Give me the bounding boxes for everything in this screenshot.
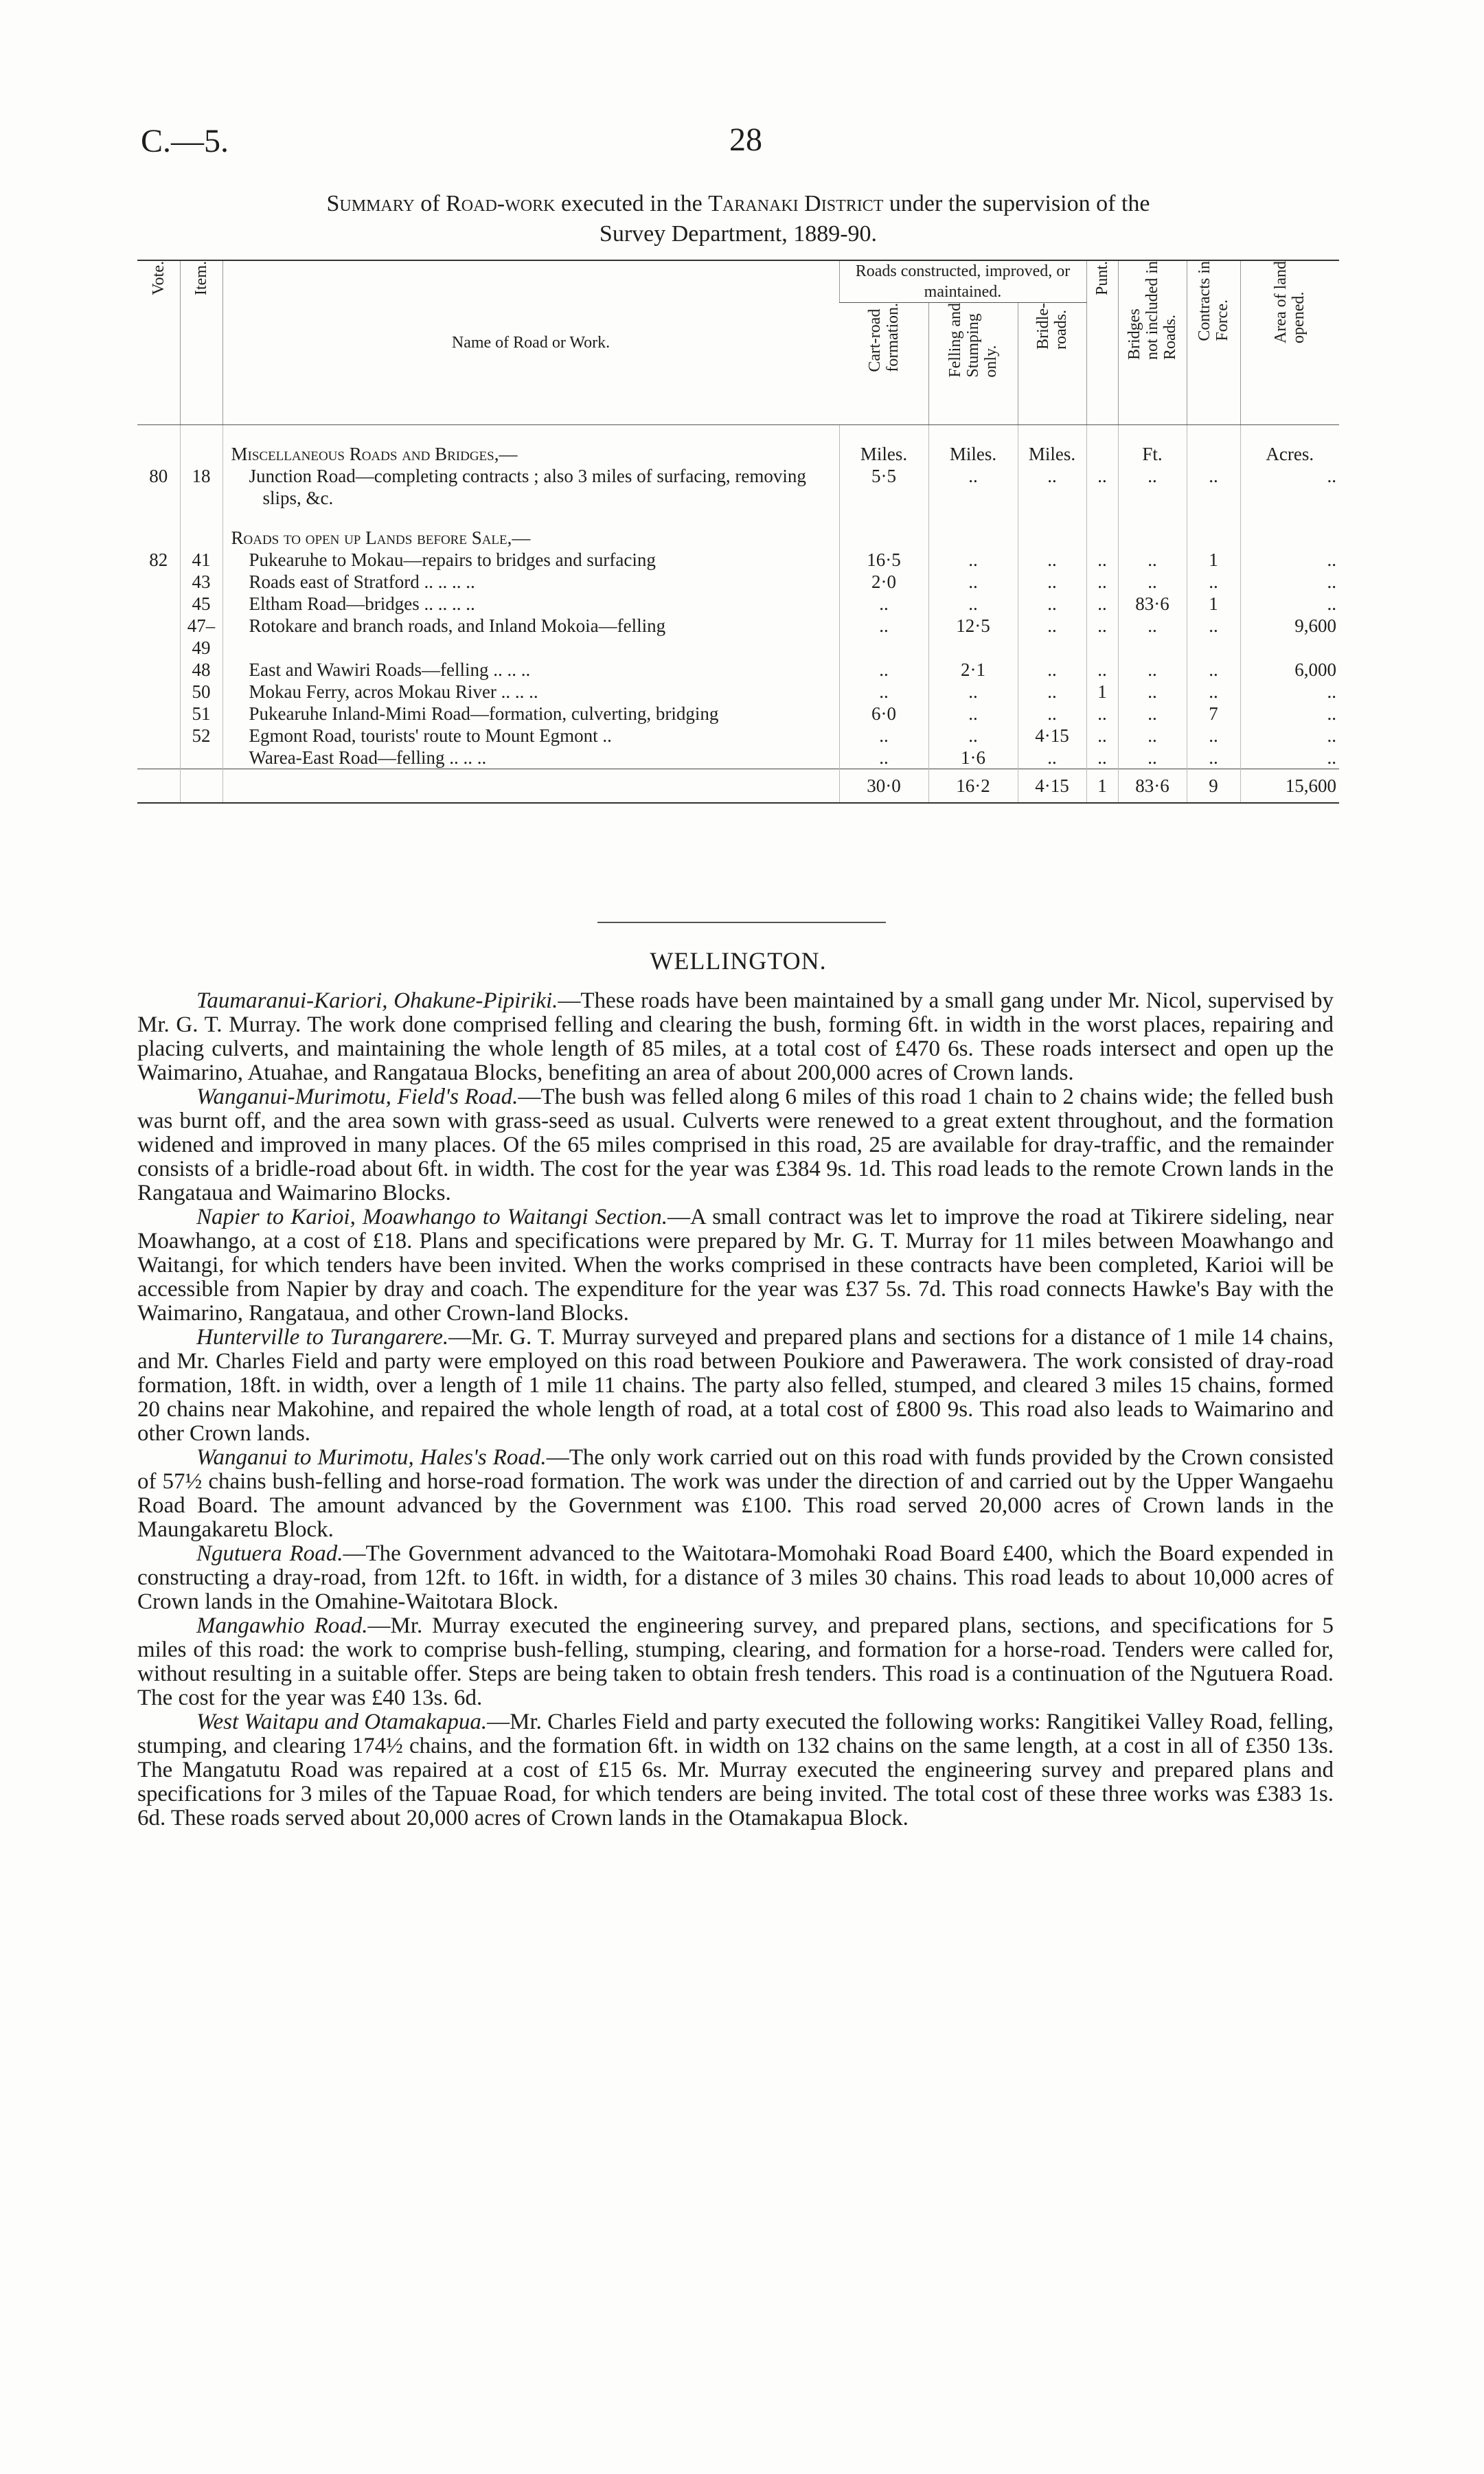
paragraph-lead: Napier to Karioi, Moawhango to Waitangi Section. [196,1205,668,1229]
header-roads-group: Roads constructed, improved, or maintained. [839,260,1086,303]
report-paragraph [137,1085,1334,1205]
table-section-heading [137,443,1339,465]
area-cell: 9,600 [1240,615,1339,659]
area-cell: .. [1240,725,1339,747]
table-row [137,725,1339,747]
area-cell: .. [1240,593,1339,615]
bridle-cell: .. [1018,465,1086,509]
report-paragraph [137,1326,1334,1446]
felling-cell: .. [928,703,1018,725]
felling-cell: .. [928,465,1018,509]
paragraph-text: —Mr. G. T. Murray surveyed and prepared plans and sections for a distance of 1 mile 14 chains, and Mr. Charles Field and party were employed on this road between Poukiore and Pawerawera. The work consisted of dray-road formation, 18ft. in width, over a length of 1 mile 11 chains. The party also felled, stumped, and cleared 3 miles 15 chains, formed 20 chains near Makohine, and repaired the whole length of road, at a total cost of £800 9s. This road also leads to Waimarino and other Crown lands. [137,1325,1334,1446]
unit-label: Miles. [1018,443,1086,465]
cart-cell: 6·0 [839,703,928,725]
contracts-cell: .. [1187,659,1240,681]
cart-cell: .. [839,593,928,615]
paragraph-text: —These roads have been maintained by a small gang under Mr. Nicol, supervised by Mr. G. T. Murray. The work done comprised felling and clearing the bush, forming 6ft. in width in the worst places, repairing and placing culverts, and maintaining the whole length of 85 miles, at a total cost of £470 6s. These roads intersect and open up the Waimarino, Atuahae, and Rangataua Blocks, benefiting an area of about 200,000 acres of Crown lands. [137,988,1334,1085]
item-cell: 43 [180,571,222,593]
table-row [137,549,1339,571]
area-cell: .. [1240,571,1339,593]
item-cell: 45 [180,593,222,615]
road-name-cell: Warea-East Road—felling .. .. .. [222,747,839,769]
header-item: Item. [180,260,222,425]
paragraph-text: —Mr. Murray executed the engineering survey, and prepared plans, sections, and specifications for 5 miles of this road: the work to comprise bush-felling, stumping, clearing, and formation for a horse-road. Tenders were called for, without resulting in a suitable offer. Steps are being taken to obtain fresh tenders. This road is a continuation of the Ngutuera Road. The cost for the year was £40 13s. 6d. [137,1613,1334,1710]
bridle-cell: .. [1018,593,1086,615]
summary-title [141,189,1336,249]
vote-cell [137,725,180,747]
punt-cell: .. [1086,615,1118,659]
cart-cell: .. [839,725,928,747]
road-name-cell: Roads east of Stratford .. .. .. .. [222,571,839,593]
header-punt: Punt. [1086,260,1118,425]
cart-cell: 2·0 [839,571,928,593]
contracts-cell: 7 [1187,703,1240,725]
felling-cell: .. [928,549,1018,571]
paragraph-text: —The Government advanced to the Waitotara-Momohaki Road Board £400, which the Board expended in constructing a dray-road, from 12ft. to 16ft. in width, for a distance of 3 miles 30 chains. This road leads to about 10,000 acres of Crown lands in the Omahine-Waitotara Block. [137,1541,1334,1614]
item-cell [180,747,222,769]
table-spacer-row [137,425,1339,444]
vote-cell [137,659,180,681]
punt-cell: .. [1086,747,1118,769]
paragraph-lead: Wanganui-Murimotu, Field's Road. [196,1085,518,1109]
table-section-heading [137,527,1339,549]
title-district: Taranaki District [708,191,884,216]
header-felling: Felling and Stumping only. [928,303,1018,425]
road-name-cell: Egmont Road, tourists' route to Mount Egmont .. [222,725,839,747]
contracts-cell: .. [1187,571,1240,593]
bridges-cell: .. [1118,615,1187,659]
header-bridges: Bridges not included in Roads. [1118,260,1187,425]
table-spacer-row [137,509,1339,527]
cart-cell: .. [839,615,928,659]
cart-cell: 5·5 [839,465,928,509]
paragraph-lead: Wanganui to Murimotu, Hales's Road. [196,1445,547,1470]
paragraph-lead: Taumaranui-Kariori, Ohakune-Pipiriki. [196,988,558,1013]
total-felling-cell: 16·2 [928,769,1018,804]
header-contracts: Contracts in Force. [1187,260,1240,425]
document-reference: C.—5. [141,123,229,159]
vote-cell [137,571,180,593]
table-row [137,747,1339,769]
paragraph-lead: Ngutuera Road. [196,1541,343,1566]
header-bridle: Bridle- roads. [1018,303,1086,425]
section-title: WELLINGTON. [650,947,827,975]
vote-cell: 80 [149,466,168,486]
total-cart-cell: 30·0 [839,769,928,804]
report-paragraph [137,1710,1334,1830]
road-name-cell: East and Wawiri Roads—felling .. .. .. [222,659,839,681]
road-name-cell: Pukearuhe Inland-Mimi Road—formation, culverting, bridging [222,703,839,725]
contracts-cell: .. [1187,465,1240,509]
road-name-cell: Pukearuhe to Mokau—repairs to bridges and surfacing [222,549,839,571]
title-word: Road-work [446,191,556,216]
item-cell: 18 [180,465,222,509]
area-cell: .. [1240,549,1339,571]
punt-cell: .. [1086,593,1118,615]
paragraph-lead: Mangawhio Road. [196,1613,368,1638]
table-row [137,615,1339,659]
section-divider [597,922,886,923]
table-row [137,659,1339,681]
vote-cell: 82 [149,549,168,570]
total-area-cell: 15,600 [1240,769,1339,804]
paragraph-text: —A small contract was let to improve the road at Tikirere sideling, near Moawhango, at a cost of £18. Plans and specifications were prepared by Mr. G. T. Murray for 11 miles between Moawhango and Waitangi, for which tenders have been invited. When the works comprised in these contracts have been completed, Karioi will be accessible from Napier by dray and coach. The expenditure for the year was £37 5s. 7d. This road connects Hawke's Bay with the Waimarino, Rangataua, and other Crown-land Blocks. [137,1205,1334,1326]
punt-cell: .. [1086,465,1118,509]
total-bridges-cell: 83·6 [1118,769,1187,804]
felling-cell: 2·1 [928,659,1018,681]
title-word: of [420,191,440,216]
section-heading: Roads to open up Lands before Sale,— [222,527,839,549]
unit-label: Acres. [1240,443,1339,465]
header-vote: Vote. [137,260,180,425]
report-paragraph [137,1542,1334,1614]
bridges-cell: .. [1118,747,1187,769]
unit-label: Ft. [1118,443,1187,465]
table-row [137,593,1339,615]
page-number: 28 [729,122,762,158]
report-paragraph [137,1614,1334,1710]
unit-label: Miles. [928,443,1018,465]
felling-cell: .. [928,571,1018,593]
section-heading: Miscellaneous Roads and Bridges,— [222,443,839,465]
punt-cell: .. [1086,725,1118,747]
area-cell: 6,000 [1240,659,1339,681]
paragraph-lead: West Waitapu and Otamakapua. [196,1710,488,1734]
report-paragraph [137,989,1334,1085]
paragraph-text: —The bush was felled along 6 miles of this road 1 chain to 2 chains wide; the felled bush was burnt off, and the area sown with grass-seed as usual. Culverts were renewed to a great extent throughout, and the formation widened and improved in many places. Of the 65 miles comprised in this road, 25 are available for dray-traffic, and the remainder consists of a bridle-road about 6ft. in width. The cost for the year was £384 9s. 1d. This road leads to the remote Crown lands in the Rangataua and Waimarino Blocks. [137,1085,1334,1205]
table-row [137,571,1339,593]
table-row [137,465,1339,509]
area-cell: .. [1240,703,1339,725]
bridle-cell: .. [1018,703,1086,725]
unit-label: Miles. [839,443,928,465]
bridle-cell: .. [1018,615,1086,659]
bridle-cell: 4·15 [1018,725,1086,747]
item-cell: 41 [180,549,222,571]
bridges-cell: .. [1118,465,1187,509]
bridges-cell: .. [1118,681,1187,703]
bridle-cell: .. [1018,659,1086,681]
bridges-cell: .. [1118,725,1187,747]
table-row [137,703,1339,725]
total-bridle-cell: 4·15 [1018,769,1086,804]
bridle-cell: .. [1018,681,1086,703]
area-cell: .. [1240,681,1339,703]
felling-cell: 12·5 [928,615,1018,659]
totals-row [137,769,1339,804]
road-name-cell: Mokau Ferry, acros Mokau River .. .. .. [222,681,839,703]
punt-cell: .. [1086,571,1118,593]
bridges-cell: .. [1118,571,1187,593]
bridges-cell: .. [1118,549,1187,571]
road-name-cell: Junction Road—completing contracts ; also 3 miles of surfacing, removing slips, &c. [222,465,839,509]
contracts-cell: .. [1187,725,1240,747]
table-body [137,425,1339,804]
item-cell: 52 [180,725,222,747]
cart-cell: .. [839,681,928,703]
header-name: Name of Road or Work. [222,260,839,425]
cart-cell: 16·5 [839,549,928,571]
title-word: under the supervision of the [889,191,1150,216]
table-row [137,681,1339,703]
bridges-cell: .. [1118,703,1187,725]
cart-cell: .. [839,659,928,681]
report-body [137,989,1334,1830]
punt-cell: .. [1086,659,1118,681]
punt-cell: .. [1086,703,1118,725]
bridle-cell: .. [1018,571,1086,593]
paragraph-text: —Mr. Charles Field and party executed the following works: Rangitikei Valley Road, felling, stumping, and clearing 174½ chains, and the formation 6ft. in width on 132 chains on the same length, at a cost in all of £350 13s. The Mangatutu Road was repaired at a cost of £15 6s. Mr. Murray executed the engineering survey and prepared plans and specifications for 3 miles of the Tapuae Road, for which tenders are being invited. The total cost of these three works was £383 1s. 6d. These roads served about 20,000 acres of Crown lands in the Otamakapua Block. [137,1710,1334,1830]
contracts-cell: 1 [1187,549,1240,571]
title-line-2: Survey Department, 1889-90. [599,221,878,247]
report-paragraph [137,1446,1334,1542]
paragraph-lead: Hunterville to Turangarere. [196,1325,449,1350]
contracts-cell: .. [1187,747,1240,769]
header-cart-road: Cart-road formation. [839,303,928,425]
total-punt-cell: 1 [1086,769,1118,804]
road-work-summary-table [137,260,1339,804]
punt-cell: .. [1086,549,1118,571]
felling-cell: 1·6 [928,747,1018,769]
bridges-cell: .. [1118,659,1187,681]
bridle-cell: .. [1018,549,1086,571]
contracts-cell: .. [1187,681,1240,703]
title-word: Summary [326,191,415,216]
vote-cell [137,593,180,615]
bridle-cell: .. [1018,747,1086,769]
area-cell: .. [1240,465,1339,509]
total-contracts-cell: 9 [1187,769,1240,804]
felling-cell: .. [928,593,1018,615]
paragraph-text: —The only work carried out on this road with funds provided by the Crown consisted of 57½ chains bush-felling and horse-road formation. The work was under the direction of and carried out by the Upper Wangaehu Road Board. The amount advanced by the Government was £100. This road served 20,000 acres of Crown lands in the Maungakaretu Block. [137,1445,1334,1542]
contracts-cell: 1 [1187,593,1240,615]
area-cell: .. [1240,747,1339,769]
vote-cell [137,703,180,725]
item-cell: 47–49 [180,615,222,659]
item-cell: 51 [180,703,222,725]
road-name-cell: Eltham Road—bridges .. .. .. .. [222,593,839,615]
title-word: executed in the [560,191,703,216]
cart-cell: .. [839,747,928,769]
felling-cell: .. [928,725,1018,747]
item-cell: 50 [180,681,222,703]
punt-cell: 1 [1086,681,1118,703]
contracts-cell: .. [1187,615,1240,659]
vote-cell [137,615,180,659]
report-paragraph [137,1205,1334,1326]
vote-cell [137,747,180,769]
vote-cell [137,681,180,703]
item-cell: 48 [180,659,222,681]
bridges-cell: 83·6 [1118,593,1187,615]
road-name-cell: Rotokare and branch roads, and Inland Mokoia—felling [222,615,839,659]
header-area: Area of land opened. [1240,260,1339,425]
felling-cell: .. [928,681,1018,703]
